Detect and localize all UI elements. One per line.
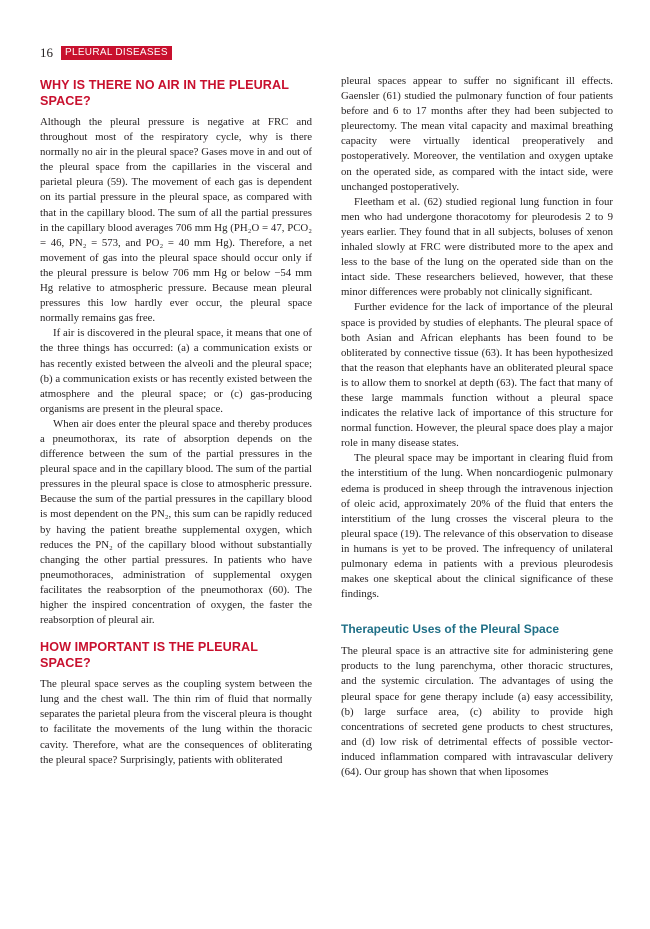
- paragraph: The pleural space may be important in clearing fluid from the interstitium of the lung. When noncardiogenic pulmonary edema is produced in sheep through the intravenous injection of oleic acid, approximately 20% of the fluid that enters the interstitium of the lung crosses the visceral pleura to the pleural space (19). The relevance of this observation to disease in humans is yet to be proved. The infrequency of unilateral pulmonary edema in patients with a previous pleurodesis makes one skeptical about the clinical significance of these findings.: [341, 452, 613, 601]
- paragraph: Although the pleural pressure is negative at FRC and throughout most of the respiratory cycle, why is there normally no air in the pleural space? Gases move in and out of the pleural space from the capillaries in the visceral and parietal pleura (59). The movement of each gas is dependent on its partial pressure in the pleural space, as compared with that in the capillary blood. The sum of all the partial pressures in the capillary blood averages 706 mm Hg (PH₂O = 47, PCO₂ = 46, PN₂ = 573, and PO₂ = 40 mm Hg). Therefore, a net movement of gas into the pleural space should occur only if the pleural pressure is below 706 mm Hg or below −54 mm Hg relative to atmospheric pressure. Because mean pleural pressures this low hardly ever occur, the pleural space normally remains gas free.: [40, 116, 312, 325]
- paragraph: The pleural space is an attractive site for administering gene products to the lung parenchyma, other thoracic structures, and the systemic circulation. The advantages of using the pleural space for gene therapy include (a) easy accessibility, (b) large surface area, (c) ability to provide high concentrations of secreted gene products to chest structures, and (d) low risk of detrimental effects of possible vector-induced inflammation compared with intravascular delivery (64). Our group has shown that when liposomes: [341, 645, 613, 779]
- paragraph: If air is discovered in the pleural space, it means that one of the three things has occurred: (a) a communication exists or has recently existed between the alveoli and the pleural space; (b) a communication exists or has recently existed between the atmosphere and the pleural space; or (c) gas-producing organisms are present in the pleural space.: [40, 327, 312, 415]
- paragraph: Fleetham et al. (62) studied regional lung function in four men who had undergone thoracotomy for pleurodesis 2 to 9 years earlier. They found that in all subjects, boluses of xenon inhaled slowly at FRC were distributed more to the apex and less to the base of the lung on the operated side than on the intact side. These researchers believed, however, that these minor differences were probably not clinically significant.: [341, 195, 613, 299]
- section-heading-no-air: WHY IS THERE NO AIR IN THE PLEURAL SPACE?: [40, 78, 289, 108]
- running-header: [40, 46, 172, 60]
- paragraph: pleural spaces appear to suffer no significant ill effects. Gaensler (61) studied the pulmonary function of four patients before and 6 to 17 months after they had been subjected to pleurectomy. The mean vital capacity and maximal breathing capacity were virtually identical preoperatively and postoperatively. Moreover, the ventilation and oxygen uptake on the operated side, as compared with the intact side, were unchanged postoperatively.: [341, 75, 613, 193]
- left-column: [40, 78, 312, 768]
- right-column: [341, 74, 613, 780]
- paragraph: When air does enter the pleural space and thereby produces a pneumothorax, its rate of absorption depends on the difference between the sum of the partial pressures in the pleural space and in the capillary blood. The sum of the partial pressures in the pleural space is close to atmospheric pressure. Because the sum of the partial pressures in the capillary blood is most dependent on the PN₂, this sum can be rapidly reduced by having the patient breathe supplemental oxygen, which reduces the PN₂ of the capillary blood without substantially changing the other partial pressures. In patients who have pneumothoraces, administration of supplemental oxygen facilitates the reabsorption of the pneumothorax (60). The higher the inspired concentration of oxygen, the faster the reabsorption of pleural air.: [40, 417, 312, 627]
- paragraph: Further evidence for the lack of importance of the pleural space is provided by studies of elephants. The pleural space of both Asian and African elephants has been found to be obliterated by connective tissue (63). It has been hypothesized that the reason that elephants have an obliterated pleural space is to allow them to snorkel at depth (63). The fact that many of these large mammals function without a pleural space indicates the relative lack of importance of this structure for normal function. However, the pleural space does play a major role in many disease states.: [341, 301, 613, 450]
- paragraph: The pleural space serves as the coupling system between the lung and the chest wall. The thin rim of fluid that normally separates the parietal pleura from the visceral pleura is thought to facilitate the movements of the lung within the thoracic cavity. Therefore, what are the consequences of obliterating the pleural space? Surprisingly, patients with obliterated: [40, 678, 312, 766]
- page-number: 16: [40, 45, 53, 60]
- section-heading-importance: HOW IMPORTANT IS THE PLEURAL SPACE?: [40, 640, 258, 670]
- chapter-title-badge: PLEURAL DISEASES: [61, 46, 172, 60]
- subsection-heading-therapeutic: Therapeutic Uses of the Pleural Space: [341, 622, 560, 637]
